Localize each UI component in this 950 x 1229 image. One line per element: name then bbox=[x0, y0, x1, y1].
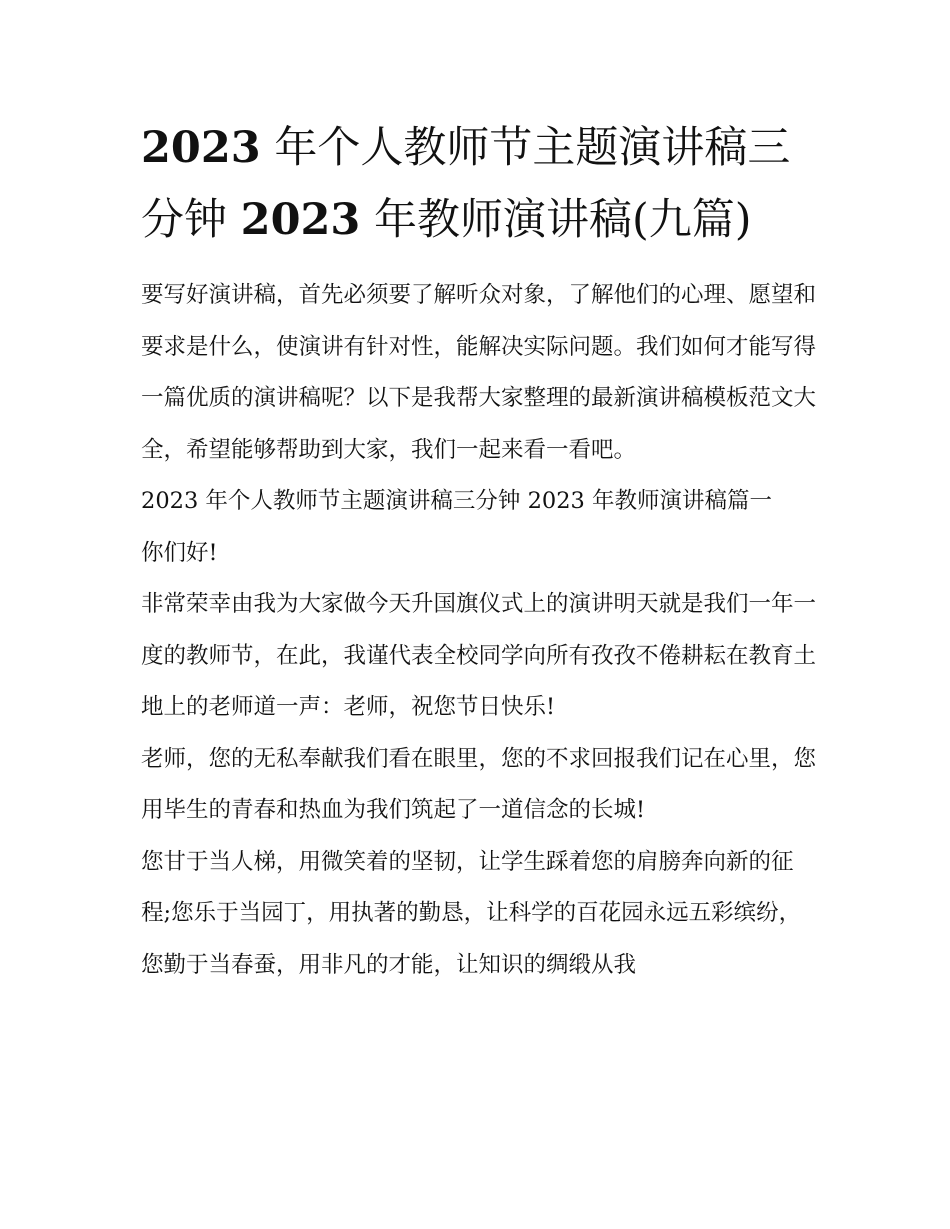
intro-paragraph: 要写好演讲稿，首先必须要了解听众对象，了解他们的心理、愿望和要求是什么，使演讲有针对性，能解决实际问题。我们如何才能写得一篇优质的演讲稿呢？以下是我帮大家整理的最新演讲稿模板范文大全，希望能够帮助到大家，我们一起来看一看吧。 bbox=[141, 282, 817, 463]
body-paragraph: 非常荣幸由我为大家做今天升国旗仪式上的演讲明天就是我们一年一度的教师节，在此，我谨代表全校同学向所有孜孜不倦耕耘在教育土地上的老师道一声：老师，祝您节日快乐! bbox=[141, 591, 817, 720]
document-page bbox=[141, 112, 816, 991]
greeting-paragraph: 你们好! bbox=[141, 539, 218, 566]
title-text-2: 年教师演讲稿(九篇) bbox=[360, 195, 752, 245]
section-heading: 2023 年个人教师节主题演讲稿三分钟 2023 年教师演讲稿篇一 bbox=[141, 488, 772, 514]
title-year-1: 2023 bbox=[141, 123, 261, 173]
title-year-2: 2023 bbox=[240, 195, 361, 245]
body-paragraph: 您甘于当人梯，用微笑着的坚韧，让学生踩着您的肩膀奔向新的征程;您乐于当园丁，用执著的勤恳，让科学的百花园永远五彩缤纷，您勤于当春蚕，用非凡的才能，让知识的绸缎从我 bbox=[141, 848, 802, 978]
title-text-1: 年个人教师节主题演讲稿三分钟 bbox=[141, 123, 791, 245]
document-title bbox=[141, 112, 816, 256]
body-paragraph: 老师，您的无私奉献我们看在眼里，您的不求回报我们记在心里，您用毕生的青春和热血为我们筑起了一道信念的长城! bbox=[141, 745, 817, 823]
